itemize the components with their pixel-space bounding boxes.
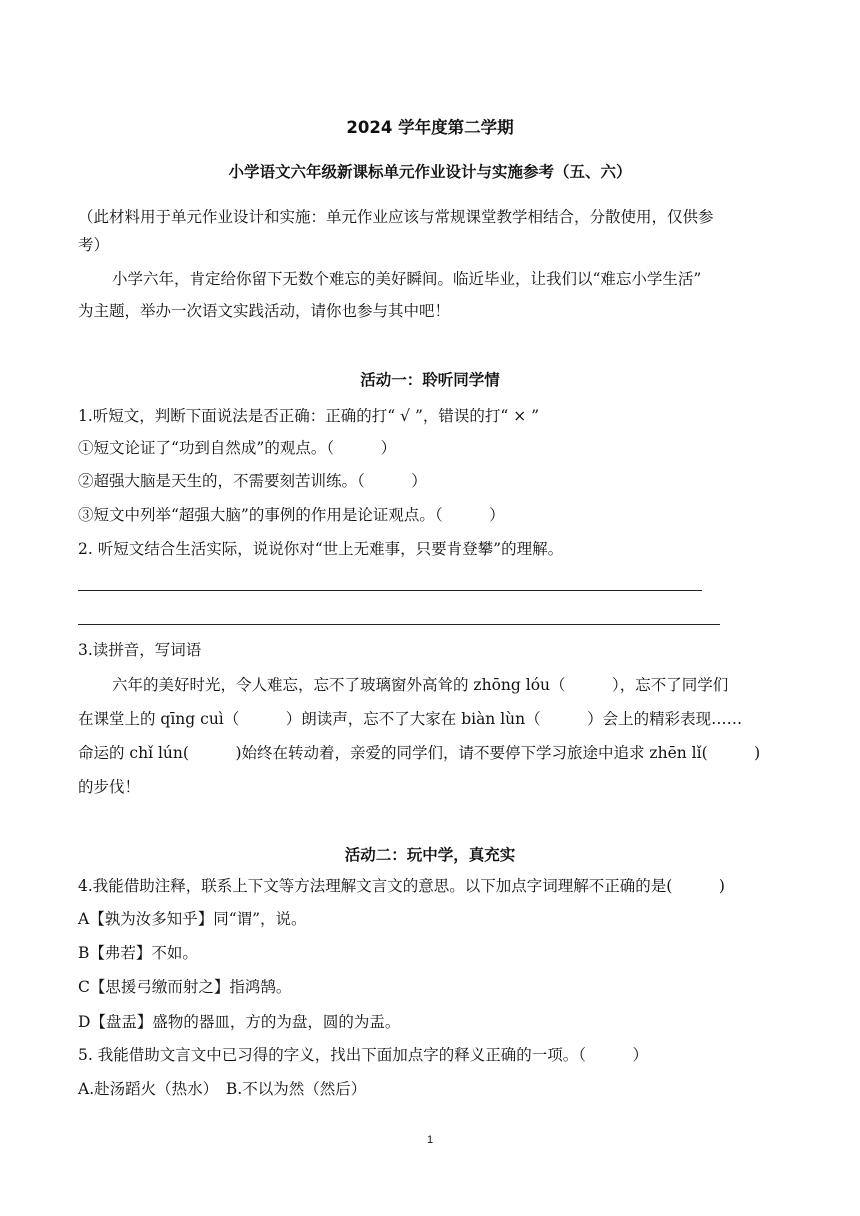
question-3: 3.读拼音，写词语 xyxy=(78,641,202,659)
question-3-line-2: 在课堂上的 qīng cuì（ ）朗读声，忘不了大家在 biàn lùn（ ）会上的精彩表现…… xyxy=(78,710,743,728)
answer-line[interactable] xyxy=(78,590,702,591)
intro-note-line-1: （此材料用于单元作业设计和实施：单元作业应该与常规课堂教学相结合，分散使用，仅供参 xyxy=(78,208,714,226)
question-3-line-4: 的步伐！ xyxy=(78,778,141,796)
question-1-item-3: ③短文中列举“超强大脑”的事例的作用是论证观点。（ ） xyxy=(78,506,505,524)
question-4-option-b: B【弗若】不如。 xyxy=(78,944,198,962)
question-5-options: A.赴汤蹈火（热水） B.不以为然（然后） xyxy=(78,1080,367,1098)
intro-note-line-2: 考） xyxy=(78,236,110,254)
intro-paragraph-line-2: 为主题，举办一次语文实践活动，请你也参与其中吧！ xyxy=(78,302,451,320)
page-number: 1 xyxy=(426,1134,434,1146)
document-subtitle: 小学语文六年级新课标单元作业设计与实施参考（五、六） xyxy=(228,163,632,181)
question-4-option-c: C【思援弓缴而射之】指鸿鹄。 xyxy=(78,978,292,996)
activity-1-heading: 活动一：聆听同学情 xyxy=(360,371,500,389)
question-4: 4.我能借助注释，联系上下文等方法理解文言文的意思。以下加点字词理解不正确的是( ) xyxy=(78,877,725,895)
document-title: 2024 学年度第二学期 xyxy=(346,118,514,137)
question-4-option-d: D【盘盂】盛物的器皿，方的为盘，圆的为盂。 xyxy=(78,1013,401,1031)
intro-paragraph-line-1: 小学六年，肯定给你留下无数个难忘的美好瞬间。临近毕业，让我们以“难忘小学生活” xyxy=(112,270,702,288)
answer-line[interactable] xyxy=(78,624,720,625)
question-1-item-2: ②超强大脑是天生的，不需要刻苦训练。（ ） xyxy=(78,472,427,490)
activity-2-heading: 活动二：玩中学，真充实 xyxy=(344,846,516,864)
question-3-line-3: 命运的 chǐ lún( )始终在转动着，亲爱的同学们，请不要停下学习旅途中追求 zhēn lǐ( ) xyxy=(78,744,761,762)
question-5: 5. 我能借助文言文中已习得的字义，找出下面加点字的释义正确的一项。（ ） xyxy=(78,1046,648,1064)
question-4-option-a: A【孰为汝多知乎】同“谓”，说。 xyxy=(78,910,307,928)
question-1: 1.听短文，判断下面说法是否正确：正确的打“ √ ”，错误的打“ × ” xyxy=(78,407,540,425)
question-3-line-1: 六年的美好时光，令人难忘，忘不了玻璃窗外高耸的 zhōng lóu（ ），忘不了同学们 xyxy=(112,676,729,694)
question-2: 2. 听短文结合生活实际，说说你对“世上无难事，只要肯登攀”的理解。 xyxy=(78,540,564,558)
question-1-item-1: ①短文论证了“功到自然成”的观点。（ ） xyxy=(78,439,397,457)
